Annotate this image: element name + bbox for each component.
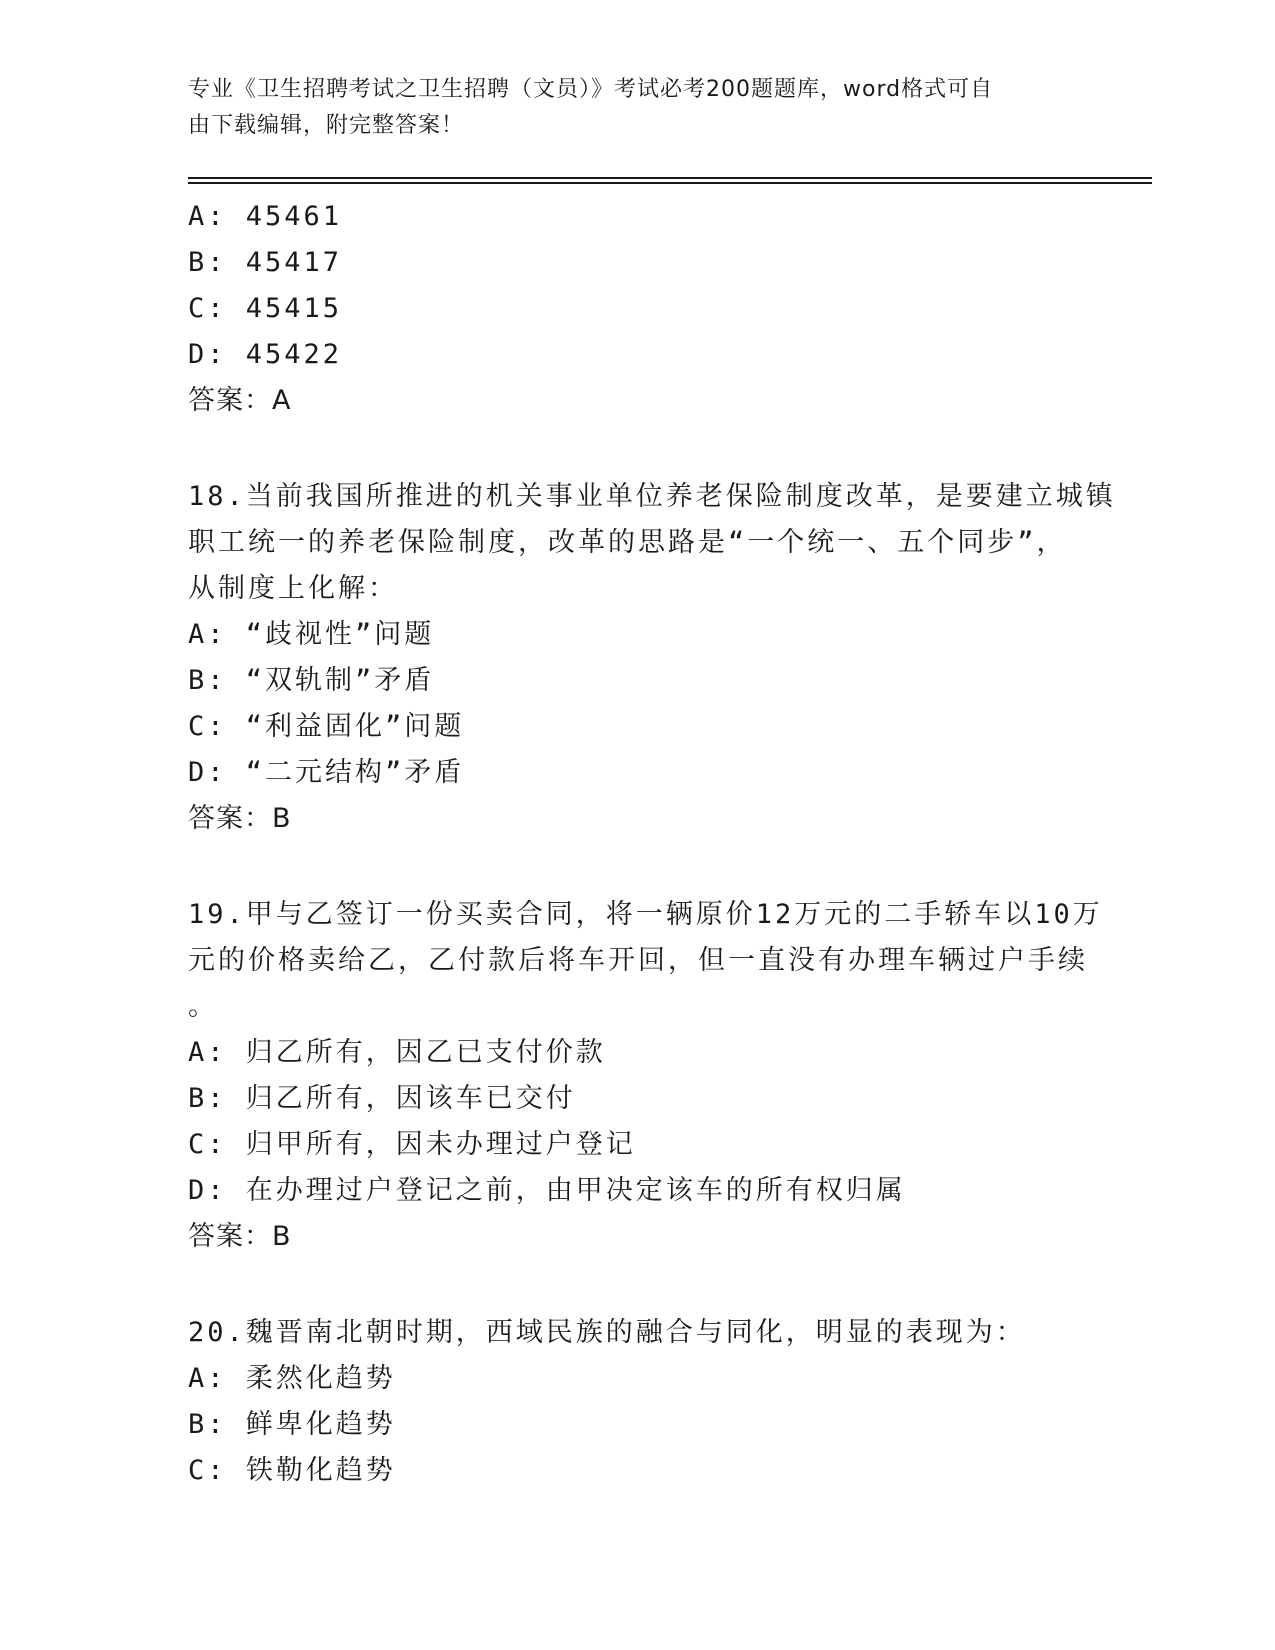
answer-line: 答案：B: [188, 1221, 292, 1252]
option-c: C: 45415: [188, 293, 343, 324]
question-18-text-line-3: 从制度上化解：: [188, 573, 398, 604]
option-c: C: 归甲所有，因未办理过户登记: [188, 1129, 636, 1160]
option-a: A: 柔然化趋势: [188, 1363, 396, 1394]
question-20-text-line-1: 20.魏晋南北朝时期，西域民族的融合与同化，明显的表现为：: [188, 1317, 1026, 1348]
option-a: A: 归乙所有，因乙已支付价款: [188, 1037, 606, 1068]
header-line-2: 由下载编辑，附完整答案！: [188, 113, 465, 138]
option-b: B: “双轨制”矛盾: [188, 665, 435, 696]
option-a: A: “歧视性”问题: [188, 619, 435, 650]
spacer: [188, 1260, 1088, 1310]
option-c: C: “利益固化”问题: [188, 711, 465, 742]
header-line-1: 专业《卫生招聘考试之卫生招聘（文员）》考试必考200题题库，word格式可自: [188, 77, 994, 102]
question-19-text-line-2: 元的价格卖给乙，乙付款后将车开回，但一直没有办理车辆过户手续: [188, 945, 1088, 976]
spacer: [188, 842, 1088, 892]
option-b: B: 归乙所有，因该车已交付: [188, 1083, 576, 1114]
question-18-text-line-1: 18.当前我国所推进的机关事业单位养老保险制度改革，是要建立城镇: [188, 481, 1116, 512]
option-b: B: 鲜卑化趋势: [188, 1409, 396, 1440]
header-divider-bottom: [188, 182, 1152, 184]
option-b: B: 45417: [188, 247, 343, 278]
option-c: C: 铁勒化趋势: [188, 1455, 396, 1486]
question-17-block: [188, 194, 1088, 424]
answer-line: 答案：A: [188, 385, 292, 416]
question-19-text-line-3: 。: [188, 991, 218, 1022]
option-d: D: 在办理过户登记之前，由甲决定该车的所有权归属: [188, 1175, 906, 1206]
option-a: A: 45461: [188, 201, 343, 232]
question-20-block: [188, 1310, 1088, 1494]
question-19-block: [188, 892, 1103, 1260]
answer-line: 答案：B: [188, 803, 292, 834]
question-list: [188, 194, 1116, 1494]
header-divider-top: [188, 177, 1152, 179]
spacer: [188, 424, 1088, 474]
document-header: [188, 72, 1068, 144]
question-18-text-line-2: 职工统一的养老保险制度，改革的思路是“一个统一、五个同步”，: [188, 527, 1067, 558]
option-d: D: “二元结构”矛盾: [188, 757, 465, 788]
question-19-text-line-1: 19.甲与乙签订一份买卖合同，将一辆原价12万元的二手轿车以10万: [188, 899, 1103, 930]
question-18-block: [188, 474, 1116, 842]
option-d: D: 45422: [188, 339, 343, 370]
